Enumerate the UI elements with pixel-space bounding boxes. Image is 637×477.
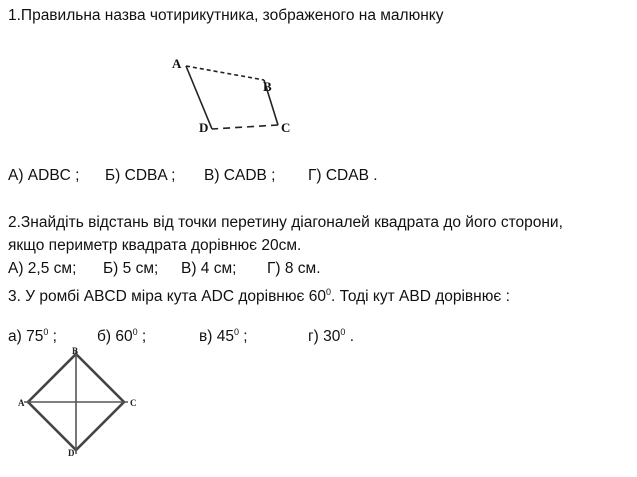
q3-option-c[interactable]: в) $45^0$ ; (199, 327, 248, 345)
rhombus-vertex-label-d: D (68, 448, 75, 458)
q1-option-a[interactable]: А) ADBC ; (8, 167, 80, 184)
question-3-options (8, 322, 354, 347)
vertex-label-d: D (199, 120, 209, 135)
q2-option-b[interactable]: Б) 5 см; (103, 260, 159, 277)
question-2-text-line1: 2.Знайдіть відстань від точки перетину діагоналей квадрата до його сторони, (8, 214, 563, 231)
q2-option-a[interactable]: А) 2,5 см; (8, 260, 77, 277)
q1-option-c[interactable]: В) CADB ; (204, 167, 276, 184)
vertex-label-b: B (263, 79, 272, 94)
question-3-degree-mark: 0 (325, 287, 331, 297)
question-1-text: 1.Правильна назва чотирикутника, зображеного на малюнку (8, 7, 444, 24)
question-3-text (8, 282, 510, 307)
rhombus-figure (16, 346, 156, 456)
side-ab (186, 66, 264, 80)
quadrilateral-figure (168, 55, 298, 135)
vertex-label-c: C (281, 120, 291, 135)
side-cd (212, 125, 278, 129)
q3-option-b[interactable]: б) $60^0$ ; (97, 327, 147, 345)
rhombus-vertex-label-b: B (72, 346, 79, 356)
question-1-options (8, 166, 378, 186)
question-2-options (8, 259, 321, 279)
q1-option-d[interactable]: Г) CDAB . (308, 167, 378, 184)
q1-option-b[interactable]: Б) CDBA ; (105, 167, 176, 184)
question-3-text-before: 3. У ромбі ABCD міра кута ADC дорівнює 60 (8, 288, 326, 305)
rhombus-vertex-label-c: C (130, 398, 137, 408)
q2-option-d[interactable]: Г) 8 см. (267, 260, 321, 277)
q3-option-d[interactable]: г) $30^0$ . (308, 327, 355, 345)
vertex-label-a: A (172, 56, 182, 71)
question-2-text-line2: якщо периметр квадрата дорівнює 20см. (8, 237, 302, 254)
q2-option-c[interactable]: В) 4 см; (181, 260, 237, 277)
rhombus-vertex-label-a: A (18, 398, 25, 408)
question-3-text-after: . Тоді кут ABD дорівнює : (330, 288, 510, 305)
q3-option-a[interactable]: а) $75^0$ ; (8, 327, 57, 345)
